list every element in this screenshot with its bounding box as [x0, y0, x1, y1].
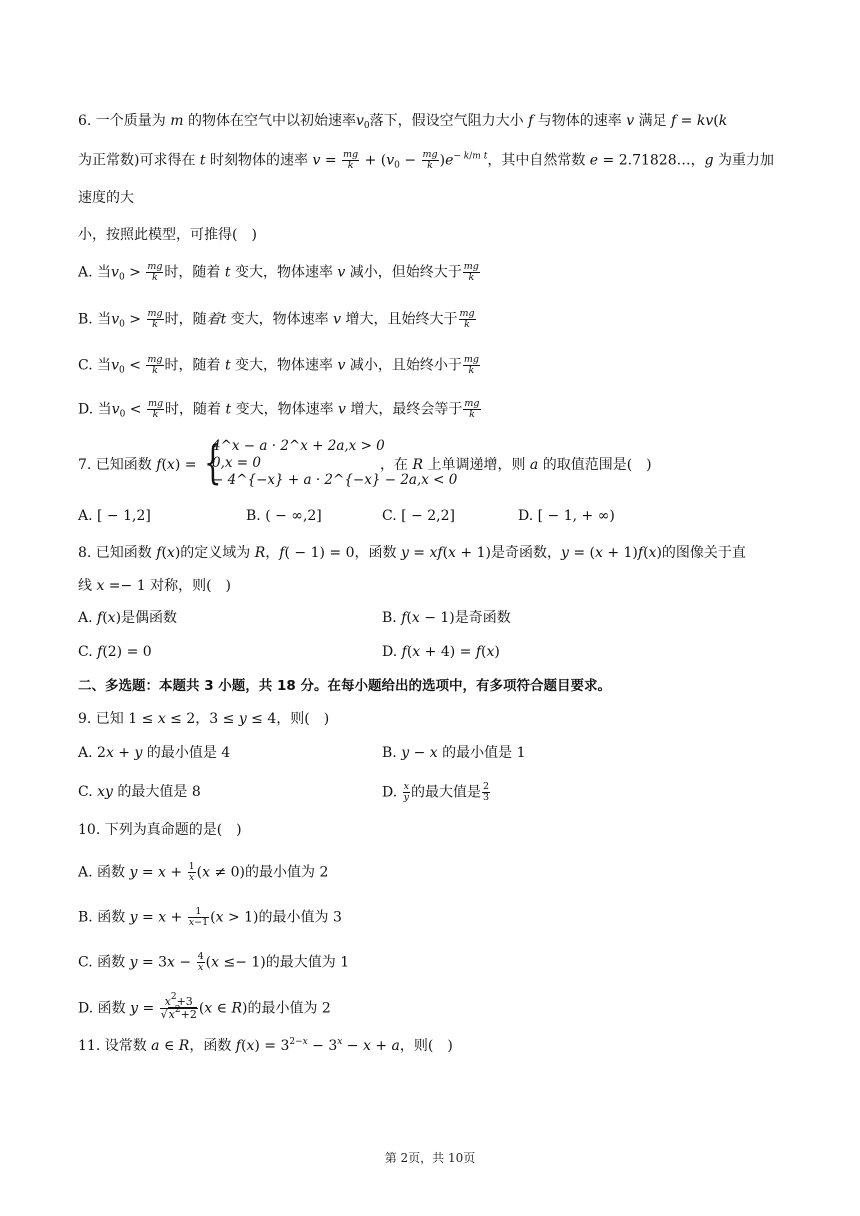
q6-line-2: 为正常数)可求得在 t 时刻物体的速率 v = $\frac{mg}{k}$ + ($v_0$ − $\frac{mg}{k}$ )$e^{- k/m t}$，其中自然常数 e = 2.71828…，g 为重力加 — [78, 149, 775, 171]
q9-stem: 9. 已知 1 ≤ x ≤ 2，3 ≤ y ≤ 4，则( ) — [78, 711, 330, 727]
q10-option-c: C. 函数 y = 3x − $\frac{4}{x}$ (x ≤− 1)的最大值为 1 — [78, 951, 350, 973]
piecewise-cases: 4^x − a · 2^x + 2a,x > 0 0,x = 0 − 4^{−x} + a · 2^{−x} − 2a,x < 0 — [212, 438, 458, 488]
q6-option-a: A. 当$v_0$ > $\frac{mg}{k}$ 时，随着 t 变大，物体速率 v 减小，但始终大于 $\frac{mg}{k}$ — [78, 261, 479, 283]
section-heading: 二、多选题：本题共 3 小题，共 18 分。在每小题给出的选项中，有多项符合题目要求。 — [78, 678, 611, 694]
q6-option-c: C. 当$v_0$ < $\frac{mg}{k}$ 时，随着 t 变大，物体速率 v 减小，且始终小于 $\frac{mg}{k}$ — [78, 354, 479, 376]
q8-line-1: 8. 已知函数 f(x)的定义域为 R，f( − 1) = 0，函数 y = xf(x + 1)是奇函数，y = (x + 1)f(x)的图像关于直 — [78, 545, 746, 561]
piecewise-brace: { — [204, 435, 222, 489]
q9-option-b: B. y − x 的最小值是 1 — [382, 745, 526, 761]
q10-option-b: B. 函数 y = x + $\frac{1}{x-1}$ (x > 1)的最小值为 3 — [78, 906, 342, 928]
q8-option-d: D. f(x + 4) = f(x) — [382, 644, 500, 660]
q6-line-4: 小，按照此模型，可推得( ) — [78, 227, 257, 243]
q8-option-b: B. f(x − 1)是奇函数 — [382, 610, 511, 626]
q7-option-a: A. [ − 1,2] — [78, 508, 151, 524]
q7-option-c: C. [ − 2,2] — [382, 508, 455, 524]
q8-option-a: A. f(x)是偶函数 — [78, 610, 178, 626]
q7-option-b: B. ( − ∞,2] — [246, 508, 322, 524]
q6-option-b: B. 当$v_0$ > $\frac{mg}{k}$ 时，随着t 变大，物体速率 v 增大，且始终大于 $\frac{mg}{k}$ — [78, 308, 475, 330]
page-footer: 第 2页，共 10页 — [384, 1151, 476, 1165]
q6-line-3: 速度的大 — [78, 190, 134, 206]
q10-stem: 10. 下列为真命题的是( ) — [78, 822, 242, 838]
q10-option-d: D. 函数 y = $\frac{x^2+3}{√x^2+2}$ (x ∈ R)的最小值为 2 — [78, 992, 331, 1021]
q9-option-d: D. $\frac{x}{y}$ 的最大值是 $\frac{2}{3}$ — [382, 781, 490, 803]
q8-line-2: 线 x =− 1 对称，则( ) — [78, 578, 232, 594]
q8-option-c: C. f(2) = 0 — [78, 644, 152, 660]
q6-option-d: D. 当$v_0$ < $\frac{mg}{k}$ 时，随着 t 变大，物体速率 v 增大，最终会等于 $\frac{mg}{k}$ — [78, 398, 480, 420]
q7-option-d: D. [ − 1, + ∞) — [518, 508, 615, 524]
q11-stem: 11. 设常数 a ∈ R，函数 $f(x) = 3^{2-x} - 3^x - x + a$，则( ) — [78, 1037, 453, 1054]
q9-option-c: C. xy 的最大值是 8 — [78, 784, 201, 800]
q9-option-a: A. 2x + y 的最小值是 4 — [78, 745, 231, 761]
q10-option-a: A. 函数 y = x + $\frac{1}{x}$ (x ≠ 0)的最小值为 2 — [78, 861, 329, 883]
exam-page: 6. 一个质量为 m 的物体在空气中以初始速率$v_0$落下，假设空气阻力大小 f 与物体的速率 v 满足 f = kv(k 为正常数)可求得在 t 时刻物体的速率 v = $\frac{mg}{k}$ + ($v_0$ − $\frac{mg}{k}$ )$e^{- k/m t}$，其中自然常数 e = 2.71828…，g 为重力加 速度的大 小，按照此模型，可推得( ) A. 当$v_0$ > $\frac{mg}{k}$ 时，随着 t 变大，物体速率 v 减小，但始终大于 $\frac{mg}{k}$ B. 当$v_0$ > $\frac{mg}{k}$ 时，随着t 变大，物体速率 v 增大，且始终大于 $\frac{mg}{k}$ C. 当$v_0$ < $\frac{mg}{k}$ 时，随着 t 变大，物体速率 v 减小，且始终小于 $\frac{mg}{k}$ D. 当$v_0$ < $\frac{mg}{k}$ 时，随着 t 变大，物体速率 v 增大，最终会等于 $\frac{mg}{k}$ 7. 已知函数 f(x) = { 4^x − a · 2^x + 2a,x > 0 0,x = 0 − 4^{−x} + a · 2^{−x} − 2a,x < 0 ，在 R 上单调递增，则 a 的取值范围是( ) A. [ − 1,2] B. ( − ∞,2] C. [ − 2,2] D. [ − 1, + ∞) 8. 已知函数 f(x)的定义域为 R，f( − 1) = 0，函数 y = xf(x + 1)是奇函数，y = (x + 1)f(x)的图像关于直 线 x =− 1 对称，则( ) A. f(x)是偶函数 B. f(x − 1)是奇函数 C. f(2) = 0 D. f(x + 4) = f(x) 二、多选题：本题共 3 小题，共 18 分。在每小题给出的选项中，有多项符合题目要求。 9. 已知 1 ≤ x ≤ 2，3 ≤ y ≤ 4，则( ) A. 2x + y 的最小值是 4 B. y − x 的最小值是 1 C. xy 的最大值是 8 D. $\frac{x}{y}$ 的最大值是 $\frac{2}{3}$ 10. 下列为真命题的是( ) A. 函数 y = x + $\frac{1}{x}$ (x ≠ 0)的最小值为 2 B. 函数 y = x + $\frac{1}{x-1}$ (x > 1)的最小值为 3 C. 函数 y = 3x − $\frac{4}{x}$ (x ≤− 1)的最大值为 1 D. 函数 y = $\frac{x^2+3}{√x^2+2}$ (x ∈ R)的最小值为 2 11. 设常数 a ∈ R，函数 $f(x) = 3^{2-x} - 3^x - x + a$，则( ) 第 2页，共 10页 — [0, 0, 860, 1216]
q6-line-1: 6. 一个质量为 m 的物体在空气中以初始速率$v_0$落下，假设空气阻力大小 f 与物体的速率 v 满足 f = kv(k — [78, 113, 728, 131]
